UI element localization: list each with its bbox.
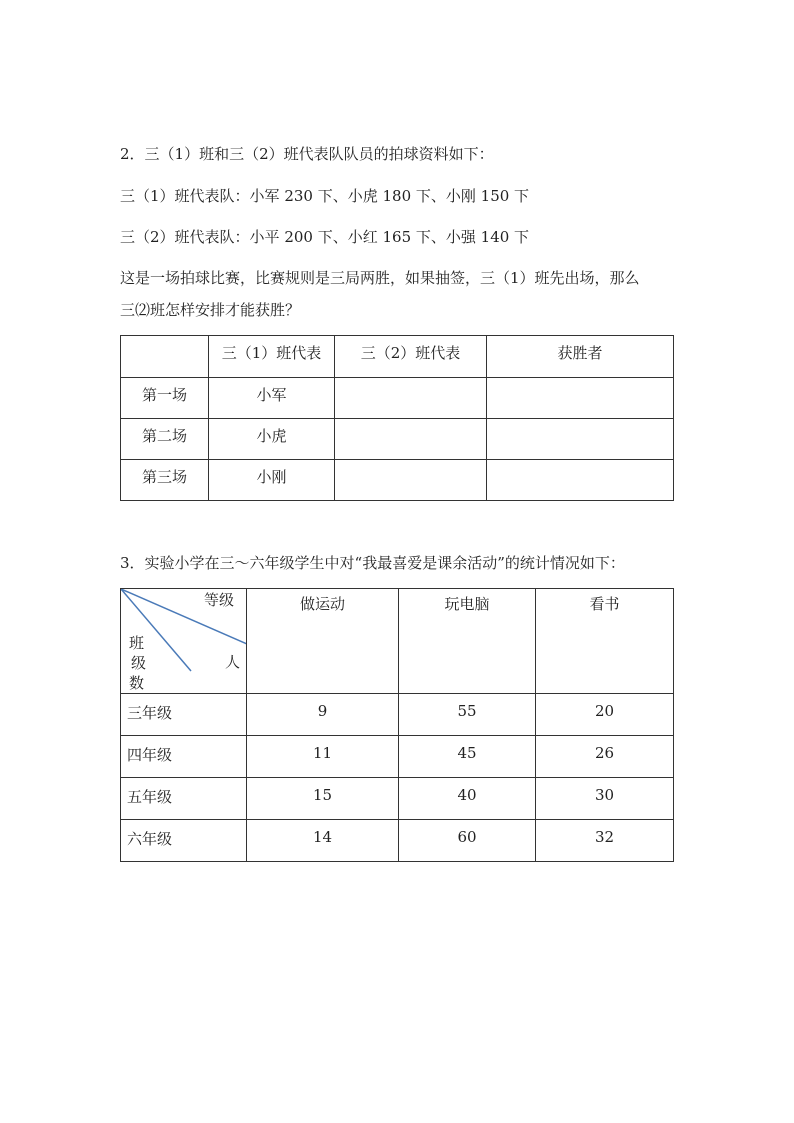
header-cell: 三（2）班代表 [335,336,487,378]
team1-player: 小虎 [209,419,335,460]
q2-question-line2: 三⑵班怎样安排才能获胜？ [120,301,301,319]
header-cell: 做运动 [247,589,399,694]
corner-label-people: 人 [224,653,240,671]
q2-question-line1: 这是一场拍球比赛，比赛规则是三局两胜，如果抽签，三（1）班先出场，那么 [120,269,640,287]
winner-blank[interactable] [487,378,674,419]
header-cell: 三（1）班代表 [209,336,335,378]
data-cell: 55 [399,694,536,736]
match-label: 第三场 [121,460,209,501]
data-cell: 9 [247,694,399,736]
data-cell: 15 [247,778,399,820]
q3-title: 3．实验小学在三～六年级学生中对“我最喜爱是课余活动”的统计情况如下： [120,554,625,572]
data-cell: 45 [399,736,536,778]
data-cell: 30 [536,778,674,820]
table-row [121,460,674,501]
data-cell: 60 [399,820,536,862]
table-row [121,778,674,820]
corner-label-class-3: 数 [129,674,145,692]
table-row [121,378,674,419]
data-cell: 32 [536,820,674,862]
winner-blank[interactable] [487,460,674,501]
q2-match-table [120,335,674,501]
winner-blank[interactable] [487,419,674,460]
table-row [121,736,674,778]
team2-player-blank[interactable] [335,460,487,501]
data-cell: 26 [536,736,674,778]
header-cell: 玩电脑 [399,589,536,694]
data-cell: 11 [247,736,399,778]
grade-label: 三年级 [121,694,247,736]
data-cell: 40 [399,778,536,820]
match-label: 第二场 [121,419,209,460]
data-cell: 14 [247,820,399,862]
team1-player: 小刚 [209,460,335,501]
grade-label: 六年级 [121,820,247,862]
q2-title: 2．三（1）班和三（2）班代表队队员的拍球资料如下： [120,145,494,163]
team1-player: 小军 [209,378,335,419]
q2-team2-info: 三（2）班代表队：小平 200 下、小红 165 下、小强 140 下 [120,228,530,246]
team2-player-blank[interactable] [335,419,487,460]
data-cell: 20 [536,694,674,736]
team2-player-blank[interactable] [335,378,487,419]
q2-team1-info: 三（1）班代表队：小军 230 下、小虎 180 下、小刚 150 下 [120,187,530,205]
corner-label-class-1: 班 [129,634,145,652]
header-cell [121,336,209,378]
header-cell: 获胜者 [487,336,674,378]
diagonal-corner-cell [121,589,247,694]
corner-label-class-2: 级 [131,654,147,672]
corner-label-grade: 等级 [203,591,234,609]
table-row [121,694,674,736]
table-row [121,419,674,460]
grade-label: 五年级 [121,778,247,820]
table-header-row [121,589,674,694]
table-row [121,820,674,862]
table-header-row [121,336,674,378]
grade-label: 四年级 [121,736,247,778]
q3-survey-table [120,588,674,862]
match-label: 第一场 [121,378,209,419]
header-cell: 看书 [536,589,674,694]
